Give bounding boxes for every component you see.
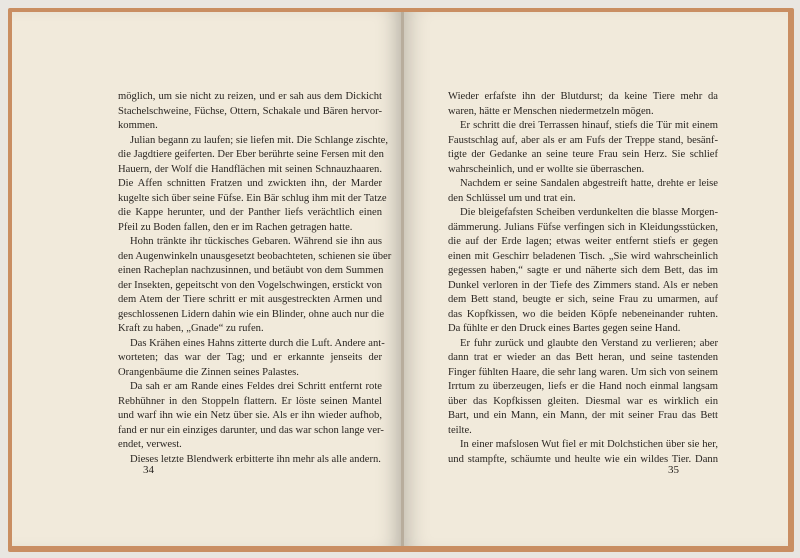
text-line: und stampfte, schäumte und heulte wie ein wildes Tier. Dann [448,453,718,465]
left-page-text [118,90,392,467]
text-line: über das Kopfkissen gleiten. Diesmal war es wirklich ein [448,395,718,407]
text-line: geschlossenen Lidern dahin wie ein Blinder, ohne auch nur die [118,308,385,320]
text-line: Faustschlag auf, aber als er am Fufs der Treppe stand, besänf- [448,134,718,146]
text-line: Nachdem er seine Sandalen abgestreift hatte, drehte er leise [460,178,718,189]
text-line: die auf der Erde lagen; etwas weiter entfernt stiefs er gegen [448,236,718,247]
text-line: Hauern, der Wolf die Handflächen mit seinen Schnauzhaaren. [118,163,382,175]
text-line: und warf ihn wie ein Netz über sie. Als er ihn wieder aufhob, [118,410,382,421]
text-line: Julian begann zu laufen; sie liefen mit. Die Schlange zischte, [130,134,388,146]
text-line: dem Bett stand, beugte er sich, seine Frau zu umarmen, auf [448,294,718,305]
text-line: einen Racheplan nachzusinnen, und betäubt von dem Summen [118,265,384,276]
text-line: den Augenwinkeln unausgesetzt beobachteten, schienen sie über [118,250,392,262]
text-line: Rebhühner in den Stoppeln flattern. Er löste seinen Mantel [118,395,382,407]
text-line: Da sah er am Rande eines Feldes drei Schritt entfernt rote [130,381,382,392]
text-line: Bart, und ein Mann, ein Mann, der mit seiner Frau das Bett [448,410,718,421]
text-line: die Jagdtiere geiferten. Der Eber berührte seine Fersen mit den [118,149,384,160]
text-line: Er fuhr zurück und glaubte den Verstand zu verlieren; aber [460,337,718,349]
text-line: waren, hätte er Menschen niedermetzeln mögen. [448,105,654,117]
right-page [404,12,788,546]
text-line: Dunkel verloren in der Tiefe des Zimmers stand. Als er neben [448,279,718,291]
text-line: dem Atem der Tiere schritt er mit ausgestreckten Armen und [118,294,382,305]
text-line: dämmerung. Julians Füfse verfingen sich in Kleidungsstücken, [448,221,718,233]
text-line: teilte. [448,424,472,436]
text-line: endet, verwest. [118,439,182,450]
text-line: fand er nur ein einziges darunter, und das war schon lange ver- [118,424,384,436]
text-line: dann trat er wieder an das Bett heran, und seine tastenden [448,352,718,363]
text-line: Hohn tränkte ihr tückisches Gebaren. Während sie ihn aus [130,236,382,247]
text-line: Da fühlte er den Druck eines Bartes gegen seine Hand. [448,323,681,334]
right-page-number: 35 [668,464,679,476]
text-line: den Schlüssel um und trat ein. [448,192,576,204]
text-line: tigte der Gedanke an seine teure Frau sein Herz. Sie schlief [448,149,718,160]
text-line: Irrtum zu überzeugen, liefs er die Hand noch einmal langsam [448,381,718,392]
left-page-number: 34 [143,464,154,476]
text-line: Stachelschweine, Füchse, Ottern, Schakale und Bären hervor- [118,105,382,117]
text-line: Finger fühlten Haare, die sehr lang waren. Um sich von seinem [448,366,718,378]
text-line: kommen. [118,120,158,131]
text-line: Das Krähen eines Hahns zitterte durch die Luft. Andere ant- [130,337,385,349]
text-line: möglich, um sie nicht zu reizen, und er sah aus dem Dickicht [118,91,382,102]
text-line: Kraft zu haben, „Gnade“ zu rufen. [118,323,264,334]
left-page [12,12,402,546]
text-line: kugelte sich über seine Füfse. Ein Bär schlug ihm mit der Tatze [118,192,387,204]
text-line: gegessen haben,“ sagte er und näherte sich dem Bett, das im [448,265,718,276]
text-line: In einer mafslosen Wut fiel er mit Dolchstichen über sie her, [460,439,718,450]
text-line: Die bleigefafsten Scheiben verdunkelten die blasse Morgen- [460,207,718,218]
text-line: einen mit Geschirr beladenen Tisch. „Sie wird wahrscheinlich [448,250,718,262]
text-line: Wieder erfafste ihn der Blutdurst; da keine Tiere mehr da [448,91,718,102]
right-page-text [448,90,718,467]
text-line: Pfeil zu Boden fallen, den er im Rachen getragen hatte. [118,221,353,233]
text-line: das Kopfkissen, wo die beiden Köpfe nebeneinander ruhten. [448,308,718,320]
text-line: die Kappe herunter, und der Panther liefs verächtlich einen [118,207,382,218]
text-line: der Insekten, gepeitscht von den Vogelschwingen, erstickt von [118,279,383,291]
text-line: worteten; das war der Tag; und er erkannte jenseits der [118,352,382,363]
text-line: Dieses letzte Blendwerk erbitterte ihn mehr als alle andern. [130,453,381,465]
text-line: Orangenbäume die Zinnen seines Palastes. [118,366,299,378]
text-line: wahrscheinlich, und er wollte sie überraschen. [448,163,645,175]
open-book [8,8,794,552]
text-line: Die Affen schnitten Fratzen und zwickten ihn, der Marder [118,178,382,189]
text-line: Er schritt die drei Terrassen hinauf, stiefs die Tür mit einem [460,120,718,131]
